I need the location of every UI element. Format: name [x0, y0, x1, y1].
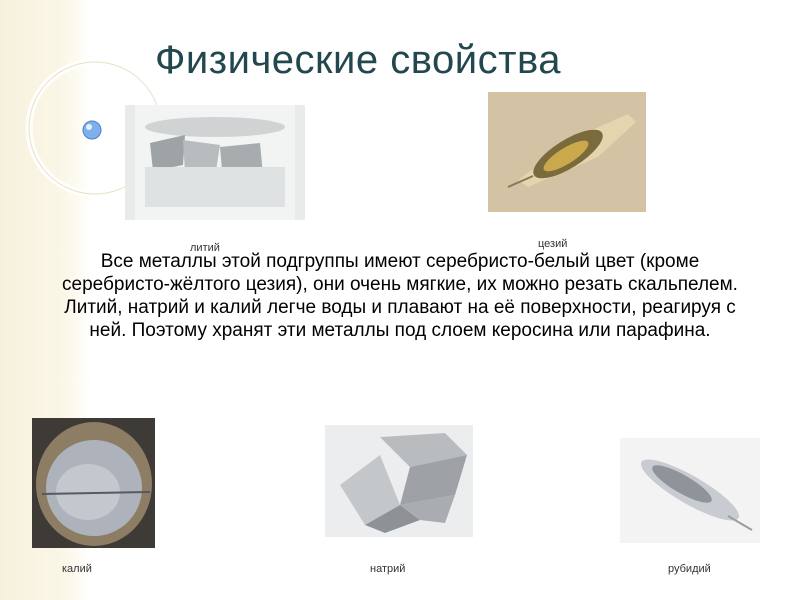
- blue-dot-icon: [83, 121, 101, 139]
- lithium-caption: литий: [190, 242, 220, 254]
- lithium-photo: [125, 105, 305, 220]
- sodium-photo: [325, 425, 473, 537]
- potassium-photo: [32, 418, 155, 548]
- rubidium-photo: [620, 438, 760, 543]
- potassium-caption: калий: [62, 563, 92, 575]
- rubidium-caption: рубидий: [668, 563, 711, 575]
- cesium-caption: цезий: [538, 238, 568, 250]
- slide-title: Физические свойства: [155, 38, 561, 82]
- cesium-photo: [488, 92, 646, 212]
- body-paragraph: Все металлы этой подгруппы имеют серебристо-белый цвет (кроме серебристо-жёлтого цезия), они очень мягкие, их можно резать скальпелем. Литий, натрий и калий легче воды и плавают на её поверхности, реагируя с ней. Поэтому хранят эти металлы под слоем керосина или парафина.: [62, 251, 738, 341]
- sodium-caption: натрий: [370, 563, 406, 575]
